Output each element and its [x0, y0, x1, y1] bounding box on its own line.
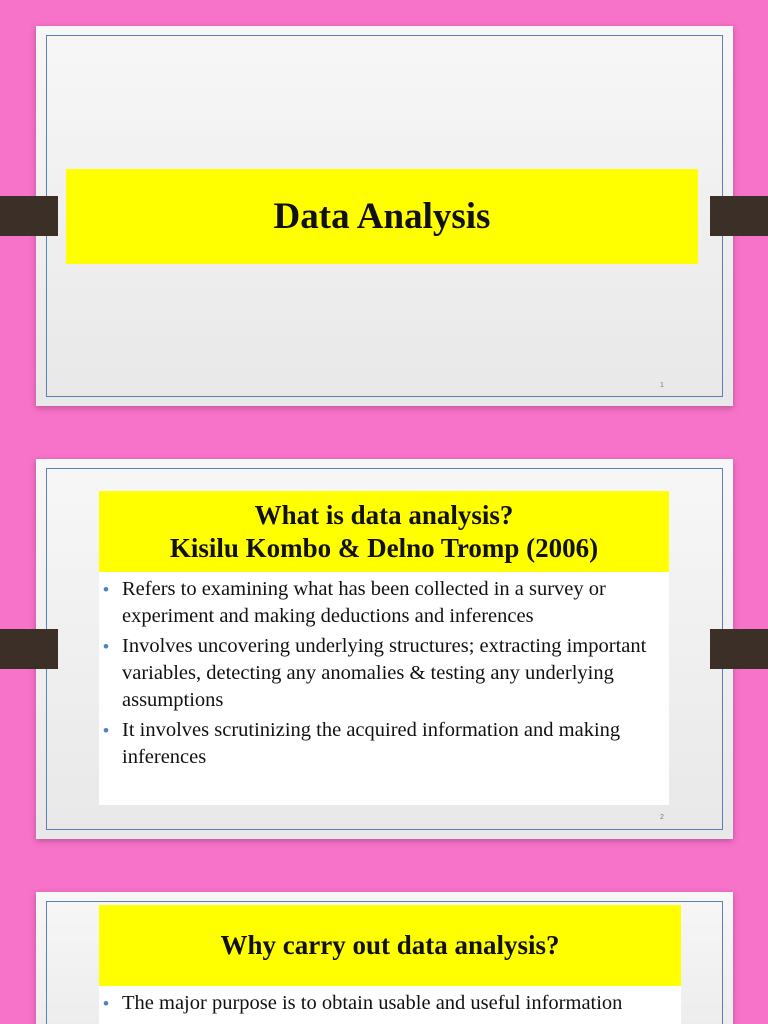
- bullet-icon: •: [103, 994, 109, 1013]
- list-item: [99, 576, 663, 630]
- slide-3: [36, 892, 733, 1024]
- slide-title-line-1: What is data analysis?: [254, 499, 514, 530]
- slide-2: [36, 459, 733, 839]
- bullet-text: Involves uncovering underlying structures; extracting important variables, detecting any anomalies & testing any underlying assumptions: [122, 635, 647, 711]
- slide-1: [36, 26, 733, 406]
- page-number: 1: [660, 382, 664, 389]
- slide-title-band: [66, 169, 698, 264]
- bullet-icon: •: [103, 721, 109, 740]
- slide-title-band: [99, 491, 669, 572]
- binder-tab-left: [0, 196, 58, 236]
- bullet-text: Refers to examining what has been collected in a survey or experiment and making deductions and inferences: [122, 578, 606, 627]
- binder-tab-left: [0, 629, 58, 669]
- slide-body: [99, 986, 681, 1024]
- list-item: [99, 990, 675, 1017]
- bullet-list: [99, 576, 663, 771]
- slide-title: Data Analysis: [273, 196, 491, 237]
- page-number: 2: [660, 814, 664, 821]
- bullet-text: The major purpose is to obtain usable and useful information: [122, 992, 623, 1014]
- binder-tab-right: [710, 629, 768, 669]
- slide-title-band: [99, 905, 681, 986]
- bullet-icon: •: [103, 580, 109, 599]
- slide-title-line-2: Kisilu Kombo & Delno Tromp (2006): [169, 532, 599, 563]
- bullet-text: It involves scrutinizing the acquired information and making inferences: [122, 719, 621, 768]
- bullet-icon: •: [103, 637, 109, 656]
- bullet-list: [99, 990, 675, 1017]
- binder-tab-right: [710, 196, 768, 236]
- list-item: [99, 633, 663, 714]
- list-item: [99, 717, 663, 771]
- slide-body: [99, 572, 669, 805]
- slide-title: Why carry out data analysis?: [220, 930, 560, 960]
